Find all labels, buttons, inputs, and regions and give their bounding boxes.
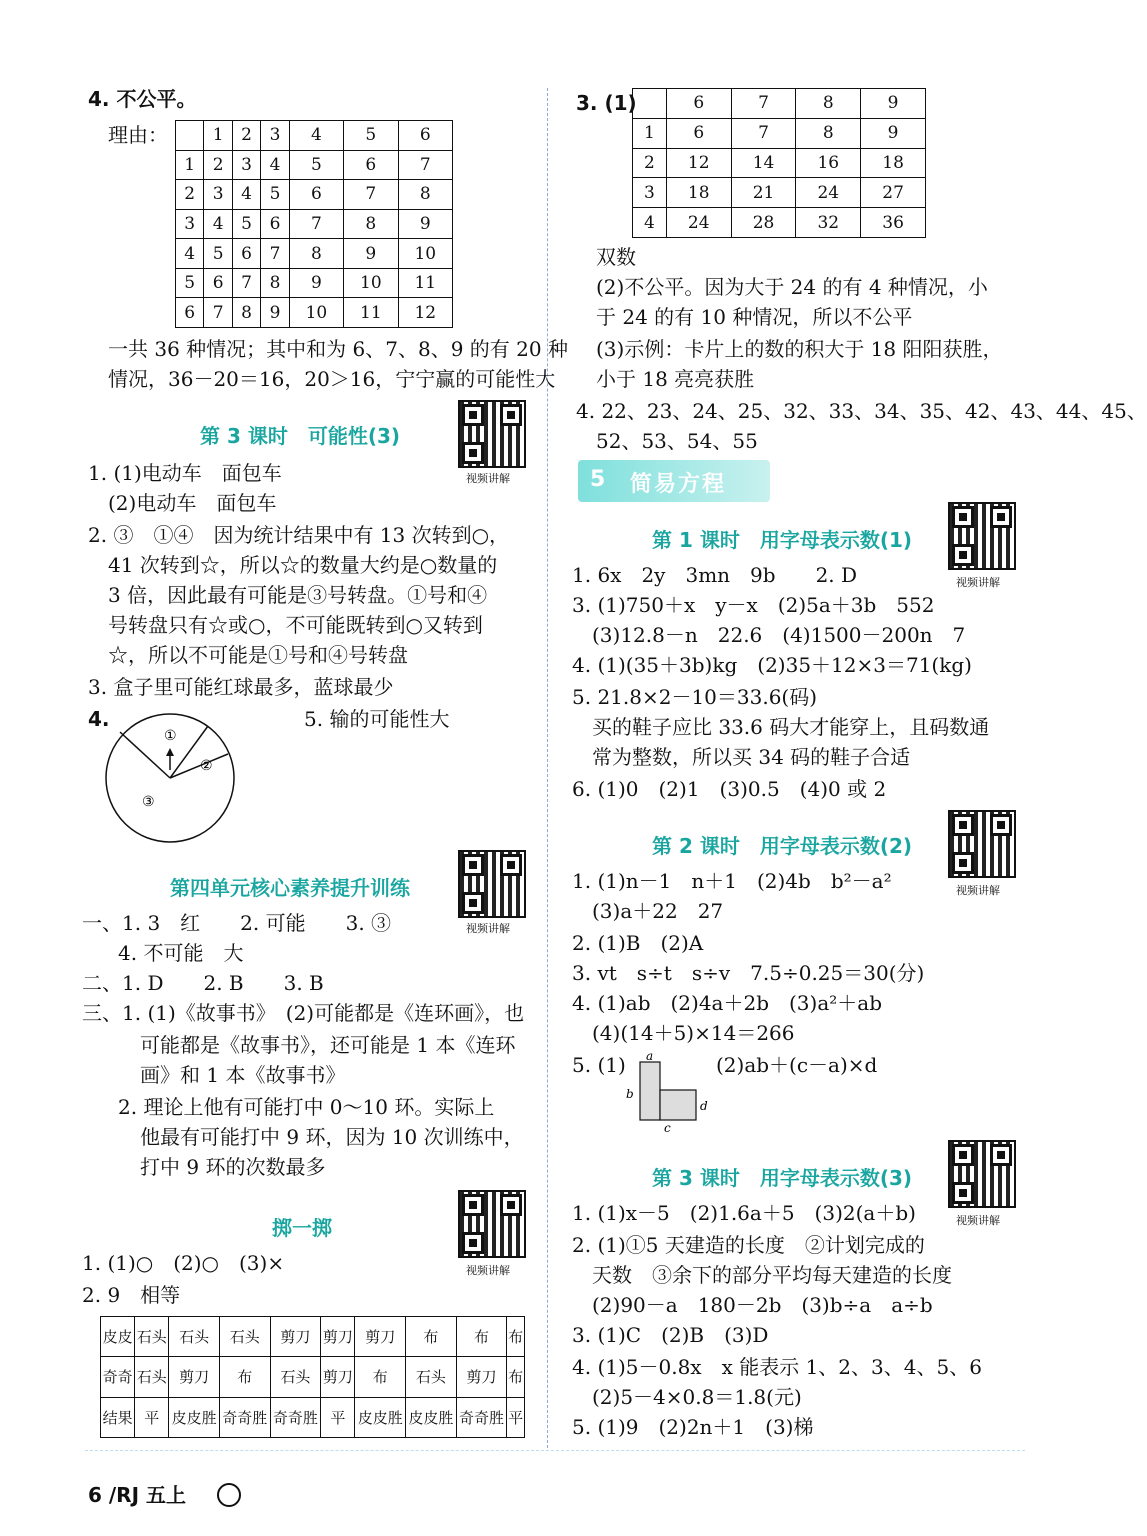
c1: 1. (1)x－5 (2)1.6a＋5 (3)2(a＋b) (572, 1201, 916, 1225)
game-table-cell: 奇奇胜 (270, 1397, 321, 1437)
game-table-cell: 平 (321, 1397, 355, 1437)
sum-table-cell: 8 (232, 298, 260, 328)
l2d: 号转盘只有☆或○，不可能既转到○又转到 (108, 613, 483, 637)
sum-table-cell: 6 (344, 150, 398, 180)
c2b: 天数 ③余下的部分平均每天建造的长度 (592, 1263, 952, 1287)
sum-table-row (176, 121, 453, 151)
game-table-cell: 奇奇胜 (219, 1397, 270, 1437)
column-divider (547, 88, 548, 1448)
sum-note-1: 一共 36 种情况；其中和为 6、7、8、9 的有 20 种 (108, 337, 568, 361)
sum-table-cell: 6 (289, 180, 343, 210)
product-table-cell: 36 (861, 208, 926, 238)
game-table-cell: 剪刀 (355, 1317, 406, 1357)
sum-table-row (176, 239, 453, 269)
game-table-cell: 皮皮胜 (169, 1397, 220, 1437)
qr-label: 视频讲解 (956, 1214, 1000, 1227)
qr-label: 视频讲解 (466, 472, 510, 485)
sum-table-cell: 6 (261, 209, 289, 239)
product-table-cell: 18 (666, 178, 731, 208)
sum-table-row (176, 209, 453, 239)
product-table-cell: 6 (666, 89, 731, 119)
chapter-title: 简易方程 (630, 472, 727, 497)
product-table-cell: 7 (731, 118, 796, 148)
a5b: 买的鞋子应比 33.6 码大才能穿上，且码数通 (592, 715, 990, 739)
qr-label: 视频讲解 (466, 922, 510, 935)
b1b: (3)a＋22 27 (592, 899, 724, 923)
sum-table-cell: 6 (176, 298, 204, 328)
product-table-cell: 3 (633, 178, 667, 208)
game-table-cell: 石头 (406, 1357, 457, 1397)
product-table-cell: 9 (861, 89, 926, 119)
product-table-cell: 21 (731, 178, 796, 208)
game-table-cell: 皮皮 (101, 1317, 135, 1357)
game-table-cell: 布 (219, 1357, 270, 1397)
product-table-cell: 16 (796, 148, 861, 178)
sum-table-cell: 2 (232, 121, 260, 151)
c4b: (2)5－4×0.8＝1.8(元) (592, 1385, 802, 1409)
game-table-cell: 石头 (135, 1317, 169, 1357)
product-table-cell (633, 89, 667, 119)
sum-table-cell: 6 (232, 239, 260, 269)
sum-table-cell: 8 (289, 239, 343, 269)
pie-label-2: ② (200, 758, 213, 774)
game-table-cell: 布 (507, 1357, 525, 1397)
r3b: (2)不公平。因为大于 24 的有 4 种情况，小 (596, 275, 988, 299)
answer-4-heading: 4. 不公平。 (88, 87, 197, 111)
area-figure (622, 1050, 712, 1134)
game-table-cell: 石头 (135, 1357, 169, 1397)
qr-label: 视频讲解 (466, 1264, 510, 1277)
a5c: 常为整数，所以买 34 码的鞋子合适 (592, 745, 911, 769)
game-table (100, 1316, 525, 1438)
throw-heading: 掷一掷 (272, 1216, 332, 1240)
game-table-cell: 布 (456, 1317, 507, 1357)
unit-review-heading: 第四单元核心素养提升训练 (170, 876, 410, 900)
footer-rule (85, 1450, 1025, 1451)
c3: 3. (1)C (2)B (3)D (572, 1323, 769, 1347)
sum-table-cell: 11 (398, 268, 452, 298)
lesson-r3-heading: 第 3 课时 用字母表示数(3) (652, 1166, 913, 1190)
product-table-cell: 24 (796, 178, 861, 208)
product-table-row (633, 118, 926, 148)
game-table-cell: 剪刀 (169, 1357, 220, 1397)
game-table-cell: 结果 (101, 1397, 135, 1437)
game-table-cell: 石头 (219, 1317, 270, 1357)
l2e: ☆，所以不可能是①号和④号转盘 (108, 643, 408, 667)
sum-table-cell: 3 (232, 150, 260, 180)
product-table-cell: 14 (731, 148, 796, 178)
a3b: (3)12.8－n 22.6 (4)1500－200n 7 (592, 623, 966, 647)
u3e: 他最有可能打中 9 环，因为 10 次训练中， (140, 1125, 524, 1149)
lesson-r2-heading: 第 2 课时 用字母表示数(2) (652, 834, 913, 858)
product-table-cell: 8 (796, 118, 861, 148)
sum-table-cell: 4 (232, 180, 260, 210)
product-table-cell: 4 (633, 208, 667, 238)
sum-table-cell (176, 121, 204, 151)
sum-table-cell: 5 (261, 180, 289, 210)
sum-table-cell: 9 (289, 268, 343, 298)
game-table-cell: 剪刀 (270, 1317, 321, 1357)
sum-table-cell: 7 (204, 298, 232, 328)
game-table-cell: 奇奇 (101, 1357, 135, 1397)
sum-table-cell: 12 (398, 298, 452, 328)
b5b: (2)ab＋(c－a)×d (716, 1053, 878, 1077)
b1: 1. (1)n－1 n＋1 (2)4b b²－a² (572, 869, 892, 893)
fig-label-a: a (646, 1049, 654, 1063)
fig-label-b: b (626, 1087, 634, 1101)
product-table-cell: 2 (633, 148, 667, 178)
sum-table-cell: 1 (204, 121, 232, 151)
sum-table-cell: 7 (289, 209, 343, 239)
game-table-cell: 剪刀 (321, 1317, 355, 1357)
sum-table-cell: 10 (344, 268, 398, 298)
chapter-5-banner (578, 460, 770, 502)
l2b: 41 次转到☆，所以☆的数量大约是○数量的 (108, 553, 498, 577)
c5: 5. (1)9 (2)2n＋1 (3)梯 (572, 1415, 814, 1439)
sum-table-cell: 2 (176, 180, 204, 210)
game-table-cell: 皮皮胜 (355, 1397, 406, 1437)
sum-table-cell: 10 (289, 298, 343, 328)
game-table-cell: 布 (355, 1357, 406, 1397)
qr-code-icon[interactable] (948, 502, 1016, 570)
r3a: 双数 (596, 245, 636, 269)
product-table-row (633, 208, 926, 238)
sum-table (175, 120, 453, 328)
sum-table-cell: 5 (344, 121, 398, 151)
sum-table-cell: 10 (398, 239, 452, 269)
r3-label: 3. (1) (576, 91, 637, 115)
sum-table-cell: 4 (176, 239, 204, 269)
u1b: 4. 不可能 大 (118, 941, 244, 965)
game-table-cell: 布 (406, 1317, 457, 1357)
product-table (632, 88, 926, 238)
game-table-cell: 平 (507, 1397, 525, 1437)
game-table-cell: 平 (135, 1397, 169, 1437)
r3c: 于 24 的有 10 种情况，所以不公平 (596, 305, 913, 329)
sum-table-cell: 4 (204, 209, 232, 239)
product-table-cell: 6 (666, 118, 731, 148)
sum-table-cell: 7 (398, 150, 452, 180)
c2: 2. (1)①5 天建造的长度 ②计划完成的 (572, 1233, 925, 1257)
sum-table-cell: 4 (289, 121, 343, 151)
sum-table-cell: 11 (344, 298, 398, 328)
game-table-row (101, 1357, 525, 1397)
edition-badge-icon (216, 1482, 242, 1508)
product-table-row (633, 178, 926, 208)
l4: 4. (88, 707, 110, 731)
qr-code-icon[interactable] (458, 1190, 526, 1258)
sum-table-cell: 5 (289, 150, 343, 180)
a5: 5. 21.8×2－10＝33.6(码) (572, 685, 818, 709)
product-table-cell: 12 (666, 148, 731, 178)
page-footer: 6 /RJ 五上 (88, 1483, 186, 1507)
r3d: (3)示例：卡片上的数的积大于 18 阳阳获胜， (596, 337, 1003, 361)
lesson-3-heading: 第 3 课时 可能性(3) (200, 424, 401, 448)
product-table-cell: 1 (633, 118, 667, 148)
sum-table-cell: 9 (344, 239, 398, 269)
b3: 3. vt s÷t s÷v 7.5÷0.25＝30(分) (572, 961, 925, 985)
product-table-cell: 28 (731, 208, 796, 238)
sum-table-cell: 3 (204, 180, 232, 210)
l2c: 3 倍，因此最有可能是③号转盘。①号和④ (108, 583, 488, 607)
b4b: (4)(14＋5)×14＝266 (592, 1021, 795, 1045)
l5: 5. 输的可能性大 (304, 707, 450, 731)
u3f: 打中 9 环的次数最多 (140, 1155, 326, 1179)
sum-table-cell: 6 (398, 121, 452, 151)
fig-label-c: c (664, 1121, 671, 1135)
sum-table-row (176, 268, 453, 298)
game-table-cell: 奇奇胜 (456, 1397, 507, 1437)
c2c: (2)90－a 180－2b (3)b÷a a÷b (592, 1293, 933, 1317)
game-table-cell: 石头 (169, 1317, 220, 1357)
b2: 2. (1)B (2)A (572, 931, 704, 955)
qr-code-icon[interactable] (458, 850, 526, 918)
game-table-cell: 皮皮胜 (406, 1397, 457, 1437)
u2: 二、1. D 2. B 3. B (82, 971, 324, 995)
product-table-cell: 27 (861, 178, 926, 208)
a1: 1. 6x 2y 3mn 9b 2. D (572, 563, 858, 587)
sum-table-cell: 7 (261, 239, 289, 269)
sum-table-cell: 9 (261, 298, 289, 328)
l2a: 2. ③ ①④ 因为统计结果中有 13 次转到○， (88, 523, 510, 547)
t2: 2. 9 相等 (82, 1283, 181, 1307)
sum-table-row (176, 180, 453, 210)
u3b: 可能都是《故事书》，还可能是 1 本《连环 (140, 1033, 516, 1057)
sum-table-cell: 3 (261, 121, 289, 151)
sum-table-cell: 9 (398, 209, 452, 239)
qr-code-icon[interactable] (948, 1140, 1016, 1208)
sum-table-cell: 7 (232, 268, 260, 298)
sum-table-cell: 4 (261, 150, 289, 180)
sum-table-cell: 8 (344, 209, 398, 239)
qr-label: 视频讲解 (956, 576, 1000, 589)
chapter-number: 5 (590, 467, 606, 492)
game-table-cell: 布 (507, 1317, 525, 1357)
pie-label-1: ① (164, 728, 177, 744)
sum-table-cell: 5 (204, 239, 232, 269)
sum-table-cell: 1 (176, 150, 204, 180)
game-table-cell: 剪刀 (321, 1357, 355, 1397)
a6: 6. (1)0 (2)1 (3)0.5 (4)0 或 2 (572, 777, 887, 801)
u3a: 三、1. (1)《故事书》 (2)可能都是《连环画》，也 (82, 1001, 525, 1025)
a3a: 3. (1)750＋x y－x (2)5a＋3b 552 (572, 593, 935, 617)
game-table-cell: 石头 (270, 1357, 321, 1397)
r3e: 小于 18 亮亮获胜 (596, 367, 755, 391)
c4: 4. (1)5－0.8x x 能表示 1、2、3、4、5、6 (572, 1355, 982, 1379)
l1a: 1. (1)电动车 面包车 (88, 461, 282, 485)
b4: 4. (1)ab (2)4a＋2b (3)a²＋ab (572, 991, 882, 1015)
r4a: 4. 22、23、24、25、32、33、34、35、42、43、44、45、 (576, 399, 1147, 423)
product-table-cell: 18 (861, 148, 926, 178)
product-table-cell: 9 (861, 118, 926, 148)
product-table-cell: 32 (796, 208, 861, 238)
sum-table-cell: 5 (232, 209, 260, 239)
u1: 一、1. 3 红 2. 可能 3. ③ (82, 911, 392, 935)
sum-table-row (176, 298, 453, 328)
product-table-cell: 8 (796, 89, 861, 119)
game-table-row (101, 1317, 525, 1357)
lesson-r1-heading: 第 1 课时 用字母表示数(1) (652, 528, 913, 552)
spinner-diagram (100, 714, 250, 844)
a4: 4. (1)(35＋3b)kg (2)35＋12×3＝71(kg) (572, 653, 972, 677)
product-table-cell: 7 (731, 89, 796, 119)
reason-label: 理由： (108, 123, 168, 147)
sum-table-cell: 3 (176, 209, 204, 239)
product-table-row (633, 148, 926, 178)
sum-table-cell: 8 (398, 180, 452, 210)
u3d: 2. 理论上他有可能打中 0～10 环。实际上 (118, 1095, 495, 1119)
sum-table-cell: 6 (204, 268, 232, 298)
sum-table-cell: 8 (261, 268, 289, 298)
t1: 1. (1)○ (2)○ (3)× (82, 1251, 285, 1275)
product-table-row (633, 89, 926, 119)
sum-table-cell: 7 (344, 180, 398, 210)
sum-table-cell: 5 (176, 268, 204, 298)
r4b: 52、53、54、55 (596, 429, 758, 453)
sum-note-2: 情况，36－20＝16，20＞16，宁宁赢的可能性大 (108, 367, 556, 391)
product-table-cell: 24 (666, 208, 731, 238)
qr-code-icon[interactable] (948, 810, 1016, 878)
qr-code-icon[interactable] (458, 400, 526, 468)
fig-label-d: d (700, 1099, 708, 1113)
l1b: (2)电动车 面包车 (108, 491, 277, 515)
game-table-cell: 剪刀 (456, 1357, 507, 1397)
u3c: 画》和 1 本《故事书》 (140, 1063, 346, 1087)
b5: 5. (1) (572, 1053, 626, 1077)
l3: 3. 盒子里可能红球最多，蓝球最少 (88, 675, 394, 699)
game-table-row (101, 1397, 525, 1437)
sum-table-row (176, 150, 453, 180)
pie-label-3: ③ (142, 794, 155, 810)
sum-table-cell: 2 (204, 150, 232, 180)
qr-label: 视频讲解 (956, 884, 1000, 897)
